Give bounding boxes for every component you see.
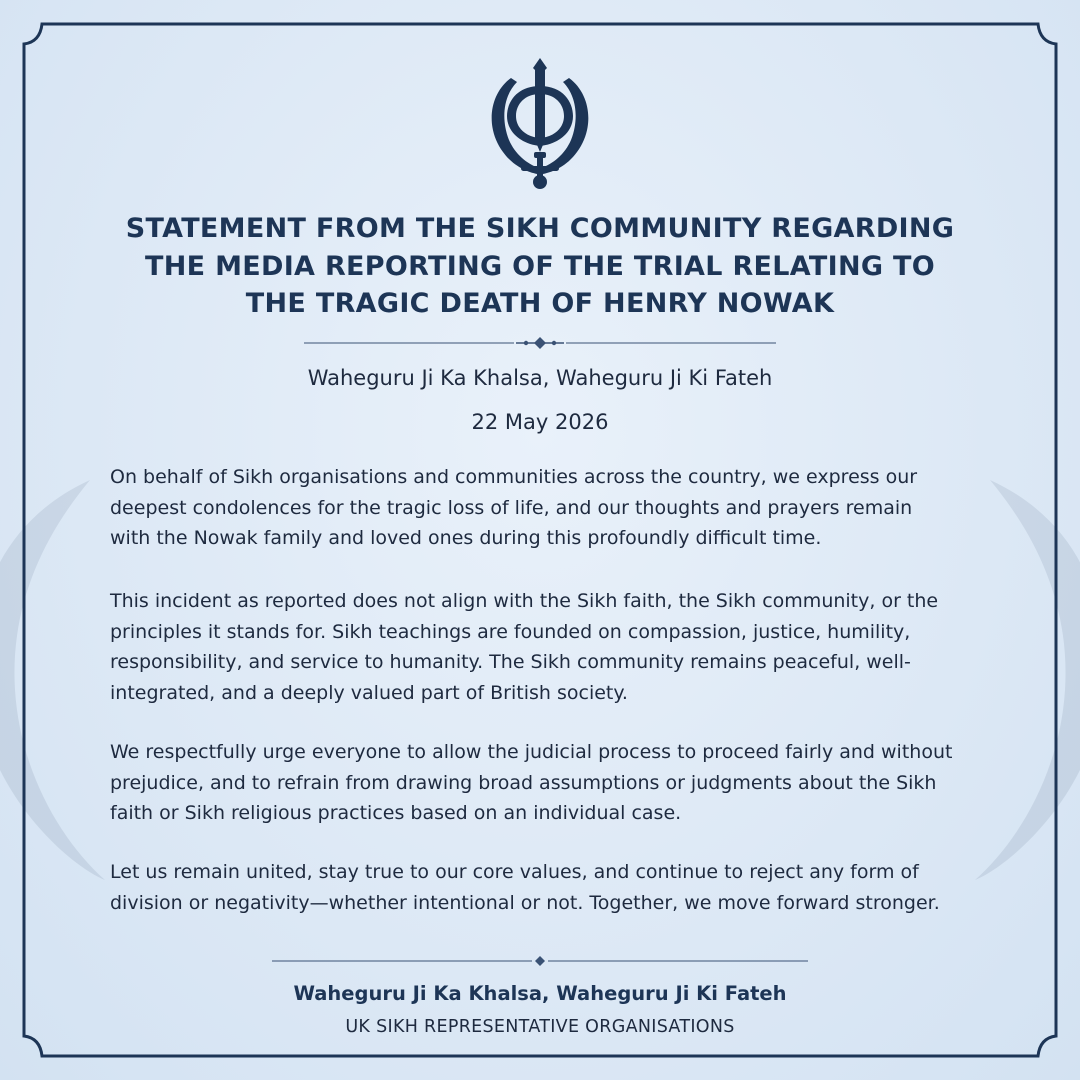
paragraph-2: [110, 586, 938, 708]
paragraph-line: On behalf of Sikh organisations and communities across the country, we express our: [110, 466, 918, 488]
paragraph-line: principles it stands for. Sikh teachings are founded on compassion, justice, humility,: [110, 620, 911, 643]
khanda-icon: [485, 56, 595, 192]
statement-title: [40, 210, 1040, 323]
paragraph-line: integrated, and a deeply valued part of British society.: [110, 681, 628, 704]
statement-date: 22 May 2026: [471, 410, 609, 434]
paragraph-line: Let us remain united, stay true to our core values, and continue to reject any form of: [110, 861, 919, 883]
paragraph-line: We respectfully urge everyone to allow the judicial process to proceed fairly and without: [110, 741, 953, 763]
paragraph-4: [110, 857, 940, 918]
ornament-divider-icon: [272, 955, 808, 967]
paragraph-line: responsibility, and service to humanity. The Sikh community remains peaceful, well-: [110, 651, 911, 673]
paragraph-1: [110, 462, 917, 554]
title-line-3: THE TRAGIC DEATH OF HENRY NOWAK: [245, 288, 835, 319]
title-line-2: THE MEDIA REPORTING OF THE TRIAL RELATING TO: [145, 250, 935, 282]
paragraph-line: prejudice, and to refrain from drawing broad assumptions or judgments about the Sikh: [110, 771, 937, 794]
paragraph-line: This incident as reported does not align with the Sikh faith, the Sikh community, or the: [110, 590, 939, 612]
statement-document: [40, 0, 1040, 1080]
title-line-1: STATEMENT FROM THE SIKH COMMUNITY REGARDING: [125, 213, 955, 244]
closing-greeting: Waheguru Ji Ka Khalsa, Waheguru Ji Ki Fateh: [293, 982, 787, 1005]
paragraph-line: faith or Sikh religious practices based on an individual case.: [110, 802, 682, 824]
paragraph-3: [110, 737, 952, 829]
paragraph-line: deepest condolences for the tragic loss of life, and our thoughts and prayers remain: [110, 496, 913, 519]
ornament-divider-icon: [304, 337, 776, 349]
opening-greeting: Waheguru Ji Ka Khalsa, Waheguru Ji Ki Fateh: [307, 366, 773, 390]
paragraph-line: with the Nowak family and loved ones during this profoundly difficult time.: [110, 527, 822, 549]
signature-organisation: UK SIKH REPRESENTATIVE ORGANISATIONS: [345, 1017, 735, 1037]
paragraph-line: division or negativity—whether intentional or not. Together, we move forward stronger.: [110, 891, 940, 914]
